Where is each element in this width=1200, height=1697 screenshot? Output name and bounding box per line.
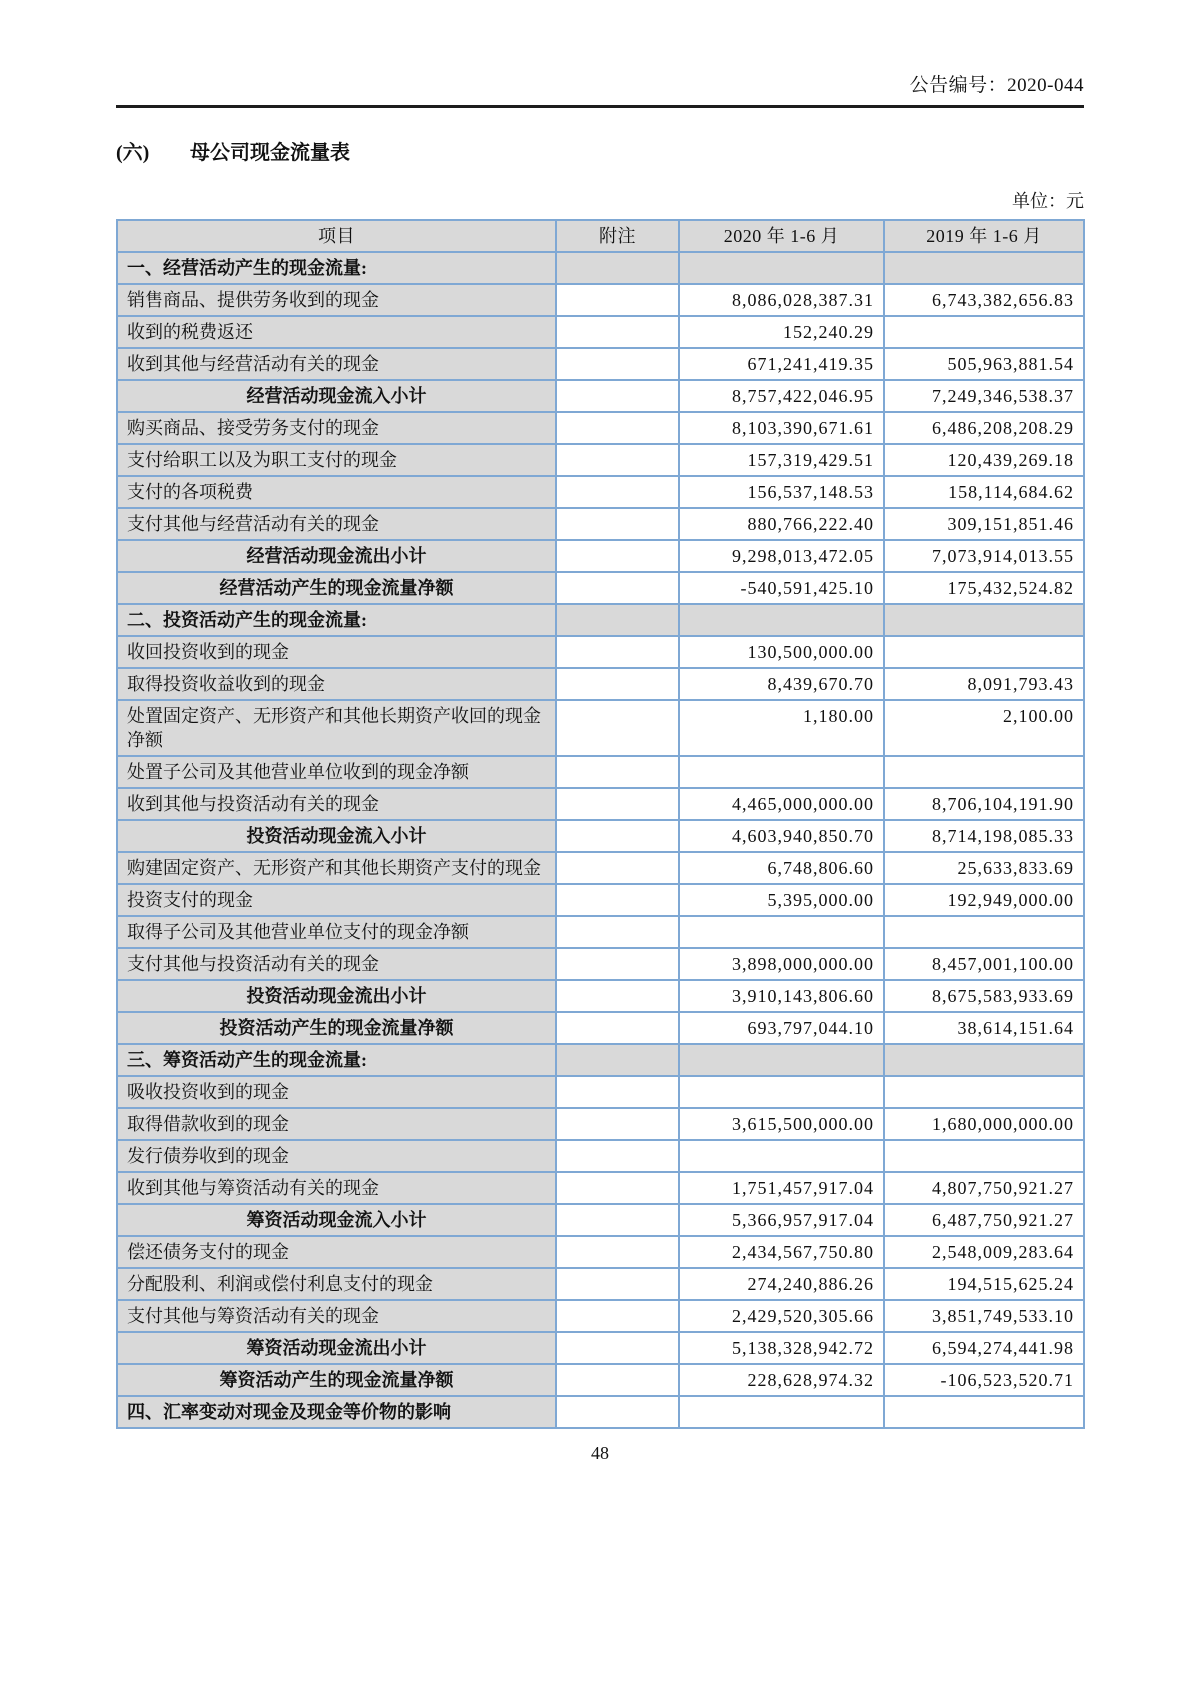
note-cell [556,604,679,636]
value-2019-cell: 8,457,001,100.00 [884,948,1084,980]
table-row [117,1172,1084,1204]
value-2020-cell: 1,751,457,917.04 [679,1172,884,1204]
section-row [117,604,1084,636]
item-cell: 投资支付的现金 [117,884,556,916]
note-cell [556,1108,679,1140]
table-row [117,700,1084,756]
value-2020-cell: 8,439,670.70 [679,668,884,700]
note-cell [556,1396,679,1428]
value-2020-cell: 4,603,940,850.70 [679,820,884,852]
table-row [117,316,1084,348]
page-number: 48 [591,1443,609,1463]
value-2020-cell: 130,500,000.00 [679,636,884,668]
item-cell: 处置固定资产、无形资产和其他长期资产收回的现金净额 [117,700,556,756]
announcement-number: 公告编号：2020-044 [909,75,1084,96]
table-row [117,1076,1084,1108]
value-2019-cell [884,636,1084,668]
value-2019-cell: 192,949,000.00 [884,884,1084,916]
note-cell [556,540,679,572]
note-cell [556,1332,679,1364]
value-2020-cell: 152,240.29 [679,316,884,348]
value-2020-cell: 8,103,390,671.61 [679,412,884,444]
header-row [117,220,1084,252]
item-cell: 购买商品、接受劳务支付的现金 [117,412,556,444]
subtotal-row [117,572,1084,604]
unit-line [116,187,1084,213]
table-row [117,668,1084,700]
table-row [117,412,1084,444]
subtotal-row [117,1012,1084,1044]
note-cell [556,1364,679,1396]
value-2019-cell [884,316,1084,348]
note-cell [556,916,679,948]
value-2020-cell [679,604,884,636]
subtotal-row [117,980,1084,1012]
table-row [117,476,1084,508]
document-page [116,0,1084,1464]
table-row [117,636,1084,668]
value-2020-cell [679,916,884,948]
item-cell: 取得投资收益收到的现金 [117,668,556,700]
note-cell [556,700,679,756]
value-2020-cell: 156,537,148.53 [679,476,884,508]
value-2019-cell: 6,487,750,921.27 [884,1204,1084,1236]
item-cell: 四、汇率变动对现金及现金等价物的影响 [117,1396,556,1428]
note-cell [556,380,679,412]
value-2020-cell: 693,797,044.10 [679,1012,884,1044]
value-2020-cell: 228,628,974.32 [679,1364,884,1396]
table-row [117,444,1084,476]
item-cell: 销售商品、提供劳务收到的现金 [117,284,556,316]
table-row [117,1236,1084,1268]
item-cell: 投资活动产生的现金流量净额 [117,1012,556,1044]
table-row [117,1108,1084,1140]
item-cell: 处置子公司及其他营业单位收到的现金净额 [117,756,556,788]
note-cell [556,412,679,444]
value-2019-cell: 6,594,274,441.98 [884,1332,1084,1364]
value-2019-cell: 6,743,382,656.83 [884,284,1084,316]
subtotal-row [117,1204,1084,1236]
table-body [117,252,1084,1428]
item-cell: 筹资活动产生的现金流量净额 [117,1364,556,1396]
item-cell: 支付其他与筹资活动有关的现金 [117,1300,556,1332]
value-2020-cell [679,252,884,284]
value-2019-cell: 3,851,749,533.10 [884,1300,1084,1332]
note-cell [556,284,679,316]
value-2019-cell: 1,680,000,000.00 [884,1108,1084,1140]
value-2019-cell [884,916,1084,948]
table-row [117,948,1084,980]
header-rule [116,105,1084,108]
note-cell [556,1204,679,1236]
note-cell [556,348,679,380]
item-cell: 支付给职工以及为职工支付的现金 [117,444,556,476]
section-number: (六) [116,142,150,164]
col-header-note: 附注 [556,220,679,252]
item-cell: 偿还债务支付的现金 [117,1236,556,1268]
value-2020-cell: 671,241,419.35 [679,348,884,380]
subtotal-row [117,1332,1084,1364]
note-cell [556,1012,679,1044]
table-row [117,852,1084,884]
value-2020-cell: 6,748,806.60 [679,852,884,884]
note-cell [556,252,679,284]
value-2020-cell [679,1076,884,1108]
value-2020-cell: 9,298,013,472.05 [679,540,884,572]
table-row [117,508,1084,540]
note-cell [556,636,679,668]
item-cell: 收到其他与经营活动有关的现金 [117,348,556,380]
value-2020-cell: 8,757,422,046.95 [679,380,884,412]
subtotal-row [117,540,1084,572]
value-2020-cell [679,1140,884,1172]
value-2020-cell: 5,138,328,942.72 [679,1332,884,1364]
note-cell [556,948,679,980]
note-cell [556,852,679,884]
value-2020-cell: 880,766,222.40 [679,508,884,540]
table-row [117,788,1084,820]
value-2019-cell [884,604,1084,636]
subtotal-row [117,820,1084,852]
table-row [117,1268,1084,1300]
note-cell [556,1076,679,1108]
value-2019-cell: 7,073,914,013.55 [884,540,1084,572]
value-2020-cell: 8,086,028,387.31 [679,284,884,316]
value-2020-cell: 2,429,520,305.66 [679,1300,884,1332]
table-row [117,348,1084,380]
item-cell: 收回投资收到的现金 [117,636,556,668]
item-cell: 取得借款收到的现金 [117,1108,556,1140]
table-row [117,1140,1084,1172]
value-2019-cell: 309,151,851.46 [884,508,1084,540]
value-2020-cell: 3,910,143,806.60 [679,980,884,1012]
note-cell [556,572,679,604]
item-cell: 分配股利、利润或偿付利息支付的现金 [117,1268,556,1300]
table-row [117,884,1084,916]
item-cell: 投资活动现金流出小计 [117,980,556,1012]
section-row [117,1396,1084,1428]
item-cell: 吸收投资收到的现金 [117,1076,556,1108]
note-cell [556,444,679,476]
value-2019-cell: -106,523,520.71 [884,1364,1084,1396]
table-row [117,756,1084,788]
value-2020-cell: 3,615,500,000.00 [679,1108,884,1140]
note-cell [556,788,679,820]
note-cell [556,1140,679,1172]
value-2020-cell [679,1396,884,1428]
item-cell: 支付的各项税费 [117,476,556,508]
section-title [116,136,1084,165]
item-cell: 支付其他与经营活动有关的现金 [117,508,556,540]
item-cell: 支付其他与投资活动有关的现金 [117,948,556,980]
document-header [116,70,1084,97]
value-2019-cell: 38,614,151.64 [884,1012,1084,1044]
note-cell [556,980,679,1012]
item-cell: 筹资活动现金流入小计 [117,1204,556,1236]
value-2019-cell [884,756,1084,788]
item-cell: 经营活动现金流入小计 [117,380,556,412]
value-2019-cell: 158,114,684.62 [884,476,1084,508]
value-2019-cell: 194,515,625.24 [884,1268,1084,1300]
value-2019-cell: 8,675,583,933.69 [884,980,1084,1012]
item-cell: 三、筹资活动产生的现金流量: [117,1044,556,1076]
value-2019-cell [884,1076,1084,1108]
item-cell: 购建固定资产、无形资产和其他长期资产支付的现金 [117,852,556,884]
item-cell: 收到其他与筹资活动有关的现金 [117,1172,556,1204]
value-2019-cell: 505,963,881.54 [884,348,1084,380]
value-2019-cell [884,1140,1084,1172]
value-2019-cell [884,1044,1084,1076]
item-cell: 收到其他与投资活动有关的现金 [117,788,556,820]
table-row [117,284,1084,316]
note-cell [556,1172,679,1204]
item-cell: 投资活动现金流入小计 [117,820,556,852]
note-cell [556,1044,679,1076]
item-cell: 经营活动产生的现金流量净额 [117,572,556,604]
item-cell: 收到的税费返还 [117,316,556,348]
note-cell [556,1268,679,1300]
item-cell: 取得子公司及其他营业单位支付的现金净额 [117,916,556,948]
item-cell: 一、经营活动产生的现金流量: [117,252,556,284]
value-2020-cell: 2,434,567,750.80 [679,1236,884,1268]
value-2019-cell: 175,432,524.82 [884,572,1084,604]
unit-label: 单位：元 [1012,191,1084,211]
value-2019-cell [884,252,1084,284]
value-2019-cell: 8,706,104,191.90 [884,788,1084,820]
item-cell: 筹资活动现金流出小计 [117,1332,556,1364]
section-row [117,1044,1084,1076]
subtotal-row [117,1364,1084,1396]
page-title: 母公司现金流量表 [190,142,350,164]
note-cell [556,884,679,916]
value-2020-cell: -540,591,425.10 [679,572,884,604]
note-cell [556,756,679,788]
cash-flow-table [116,219,1085,1429]
value-2020-cell: 5,395,000.00 [679,884,884,916]
table-header [117,220,1084,252]
value-2020-cell: 5,366,957,917.04 [679,1204,884,1236]
value-2019-cell: 120,439,269.18 [884,444,1084,476]
subtotal-row [117,380,1084,412]
note-cell [556,316,679,348]
value-2020-cell [679,1044,884,1076]
value-2019-cell: 4,807,750,921.27 [884,1172,1084,1204]
value-2019-cell: 6,486,208,208.29 [884,412,1084,444]
table-row [117,916,1084,948]
value-2020-cell: 1,180.00 [679,700,884,756]
note-cell [556,1300,679,1332]
col-header-2020: 2020 年 1-6 月 [679,220,884,252]
value-2020-cell: 157,319,429.51 [679,444,884,476]
value-2019-cell: 7,249,346,538.37 [884,380,1084,412]
value-2019-cell: 2,548,009,283.64 [884,1236,1084,1268]
value-2020-cell: 274,240,886.26 [679,1268,884,1300]
value-2020-cell [679,756,884,788]
item-cell: 二、投资活动产生的现金流量: [117,604,556,636]
value-2019-cell: 8,091,793.43 [884,668,1084,700]
value-2019-cell [884,1396,1084,1428]
item-cell: 经营活动现金流出小计 [117,540,556,572]
note-cell [556,476,679,508]
item-cell: 发行债券收到的现金 [117,1140,556,1172]
col-header-2019: 2019 年 1-6 月 [884,220,1084,252]
note-cell [556,668,679,700]
value-2019-cell: 25,633,833.69 [884,852,1084,884]
col-header-item: 项目 [117,220,556,252]
note-cell [556,508,679,540]
value-2020-cell: 4,465,000,000.00 [679,788,884,820]
table-row [117,1300,1084,1332]
note-cell [556,1236,679,1268]
value-2019-cell: 8,714,198,085.33 [884,820,1084,852]
value-2019-cell: 2,100.00 [884,700,1084,756]
section-row [117,252,1084,284]
note-cell [556,820,679,852]
value-2020-cell: 3,898,000,000.00 [679,948,884,980]
